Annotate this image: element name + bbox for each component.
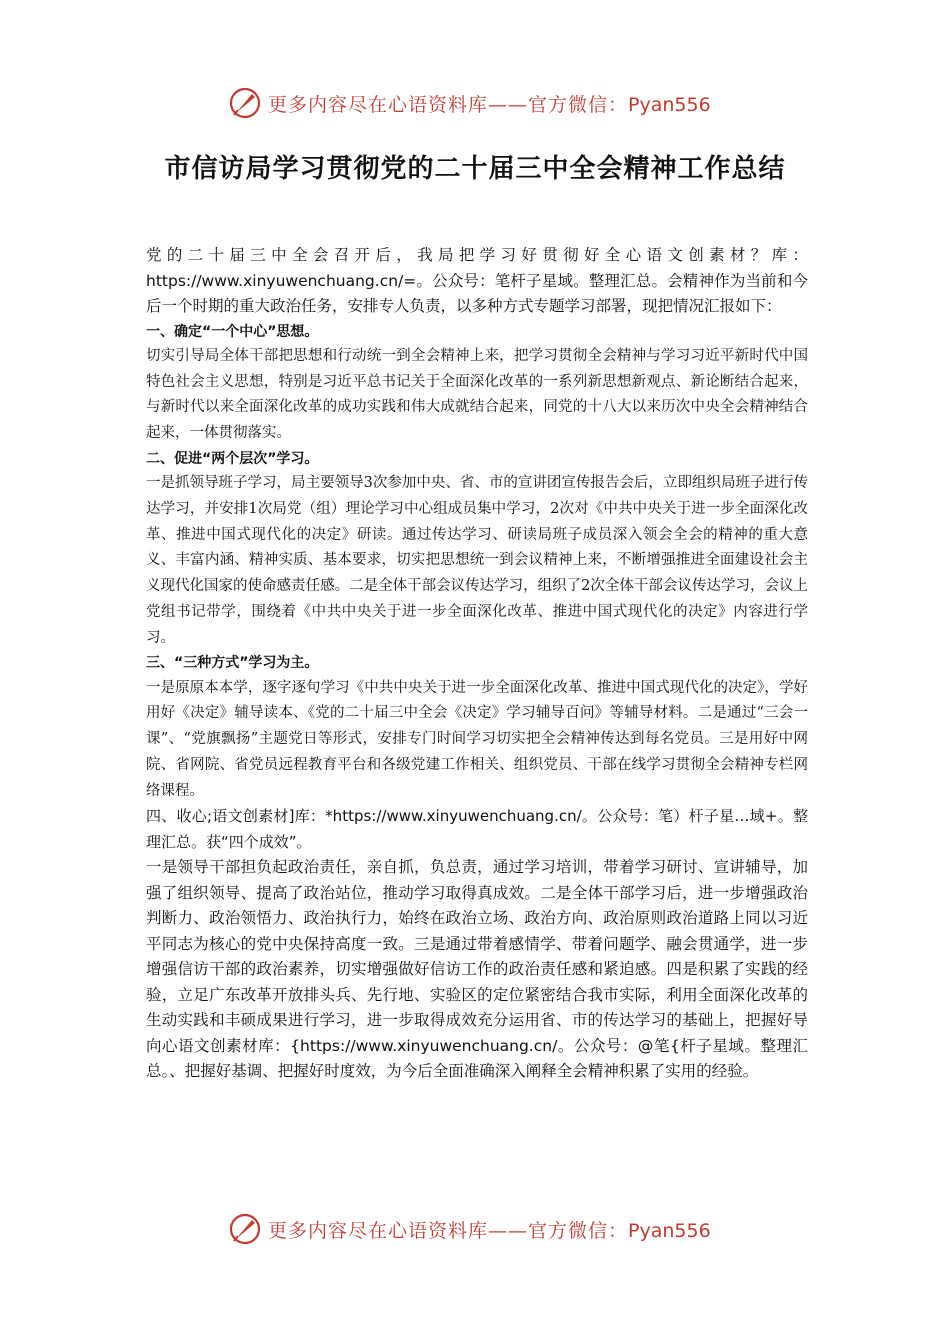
header-banner (228, 86, 728, 120)
quill-pen-logo-icon (228, 1212, 262, 1246)
section-heading-2: 二、促进“两个层次”学习。 (146, 450, 319, 467)
footer-banner (228, 1212, 728, 1246)
intro-paragraph: 党的二十届三中全会召开后，我局把学习好贯彻好全心语文创素材？库：https://www.xinyuwenchuang.cn/=。公众号：笔杆子星域。整理汇总。会精神作为当前和今后一个时期的重大政治任务，安排专人负责，以多种方式专题学习部署，现把情况汇报如下： (146, 246, 808, 315)
section-heading-3: 三、“三种方式”学习为主。 (146, 655, 319, 672)
section-3-paragraph: 一是原原本本学，逐字逐句学习《中共中央关于进一步全面深化改革、推进中国式现代化的决定》，学好用好《决定》辅导读本、《党的二十届三中全会《决定》学习辅导百问》等辅导材料。二是通过“三会一课”、“党旗飘扬”主题党日等形式，安排专门时间学习切实把全会精神传达到每名党员。三是用好中网院、省网院、省党员远程教育平台和各级党建工作相关、组织党员、干部在线学习贯彻全会精神专栏网络课程。 (146, 679, 808, 799)
wechat-id: Pyan556 (628, 1219, 711, 1242)
page-title: 市信访局学习贯彻党的二十届三中全会精神工作总结 (164, 154, 786, 184)
section-heading-4: 四、收心;语文创素材]库：*https://www.xinyuwenchuang.cn/。公众号：笔）杆子星…域+。整理汇总。获“四个成效”。 (146, 807, 808, 851)
banner-text: 更多内容尽在心语资料库——官方微信： (268, 93, 629, 116)
document-body (146, 243, 808, 1085)
banner-text: 更多内容尽在心语资料库——官方微信： (268, 1219, 629, 1242)
quill-pen-logo-icon (228, 86, 262, 120)
section-heading-1: 一、确定“一个中心”思想。 (146, 323, 319, 340)
section-2-paragraph: 一是抓领导班子学习，局主要领导3次参加中央、省、市的宣讲团宣传报告会后，立即组织局班子进行传达学习，并安排1次局党（组）理论学习中心组成员集中学习，2次对《中共中央关于进一步全面深化改革、推进中国式现代化的决定》研读。通过传达学习、研读局班子成员深入领会全会的精神的重大意义、丰富内涵、精神实质、基本要求，切实把思想统一到会议精神上来，不断增强推进全面建设社会主义现代化国家的使命感责任感。二是全体干部会议传达学习，组织了2次全体干部会议传达学习，会议上党组书记带学，围绕着《中共中央关于进一步全面深化改革、推进中国式现代化的决定》内容进行学习。 (146, 475, 808, 646)
wechat-id: Pyan556 (628, 93, 711, 116)
section-1-paragraph: 切实引导局全体干部把思想和行动统一到全会精神上来，把学习贯彻全会精神与学习习近平新时代中国特色社会主义思想，特别是习近平总书记关于全面深化改革的一系列新思想新观点、新论断结合起来，与新时代以来全面深化改革的成功实践和伟大成就结合起来，同党的十八大以来历次中央全会精神结合起来，一体贯彻落实。 (146, 348, 808, 442)
section-4-paragraph: 一是领导干部担负起政治责任，亲自抓，负总责，通过学习培训，带着学习研讨、宣讲辅导，加强了组织领导、提高了政治站位，推动学习取得真成效。二是全体干部学习后，进一步增强政治判断力、政治领悟力、政治执行力，始终在政治立场、政治方向、政治原则政治道路上同以习近平同志为核心的党中央保持高度一致。三是通过带着感情学、带着问题学、融会贯通学，进一步增强信访干部的政治素养，切实增强做好信访工作的政治责任感和紧迫感。四是积累了实践的经验，立足广东改革开放排头兵、先行地、实验区的定位紧密结合我市实际，利用全面深化改革的生动实践和丰硕成果进行学习，进一步取得成效充分运用省、市的传达学习的基础上，把握好导向心语文创素材库：{https://www.xinyuwenchuang.cn/。公众号：@笔{杆子星域。整理汇总。、把握好基调、把握好时度效，为今后全面准确深入阐释全会精神积累了实用的经验。 (146, 858, 808, 1081)
